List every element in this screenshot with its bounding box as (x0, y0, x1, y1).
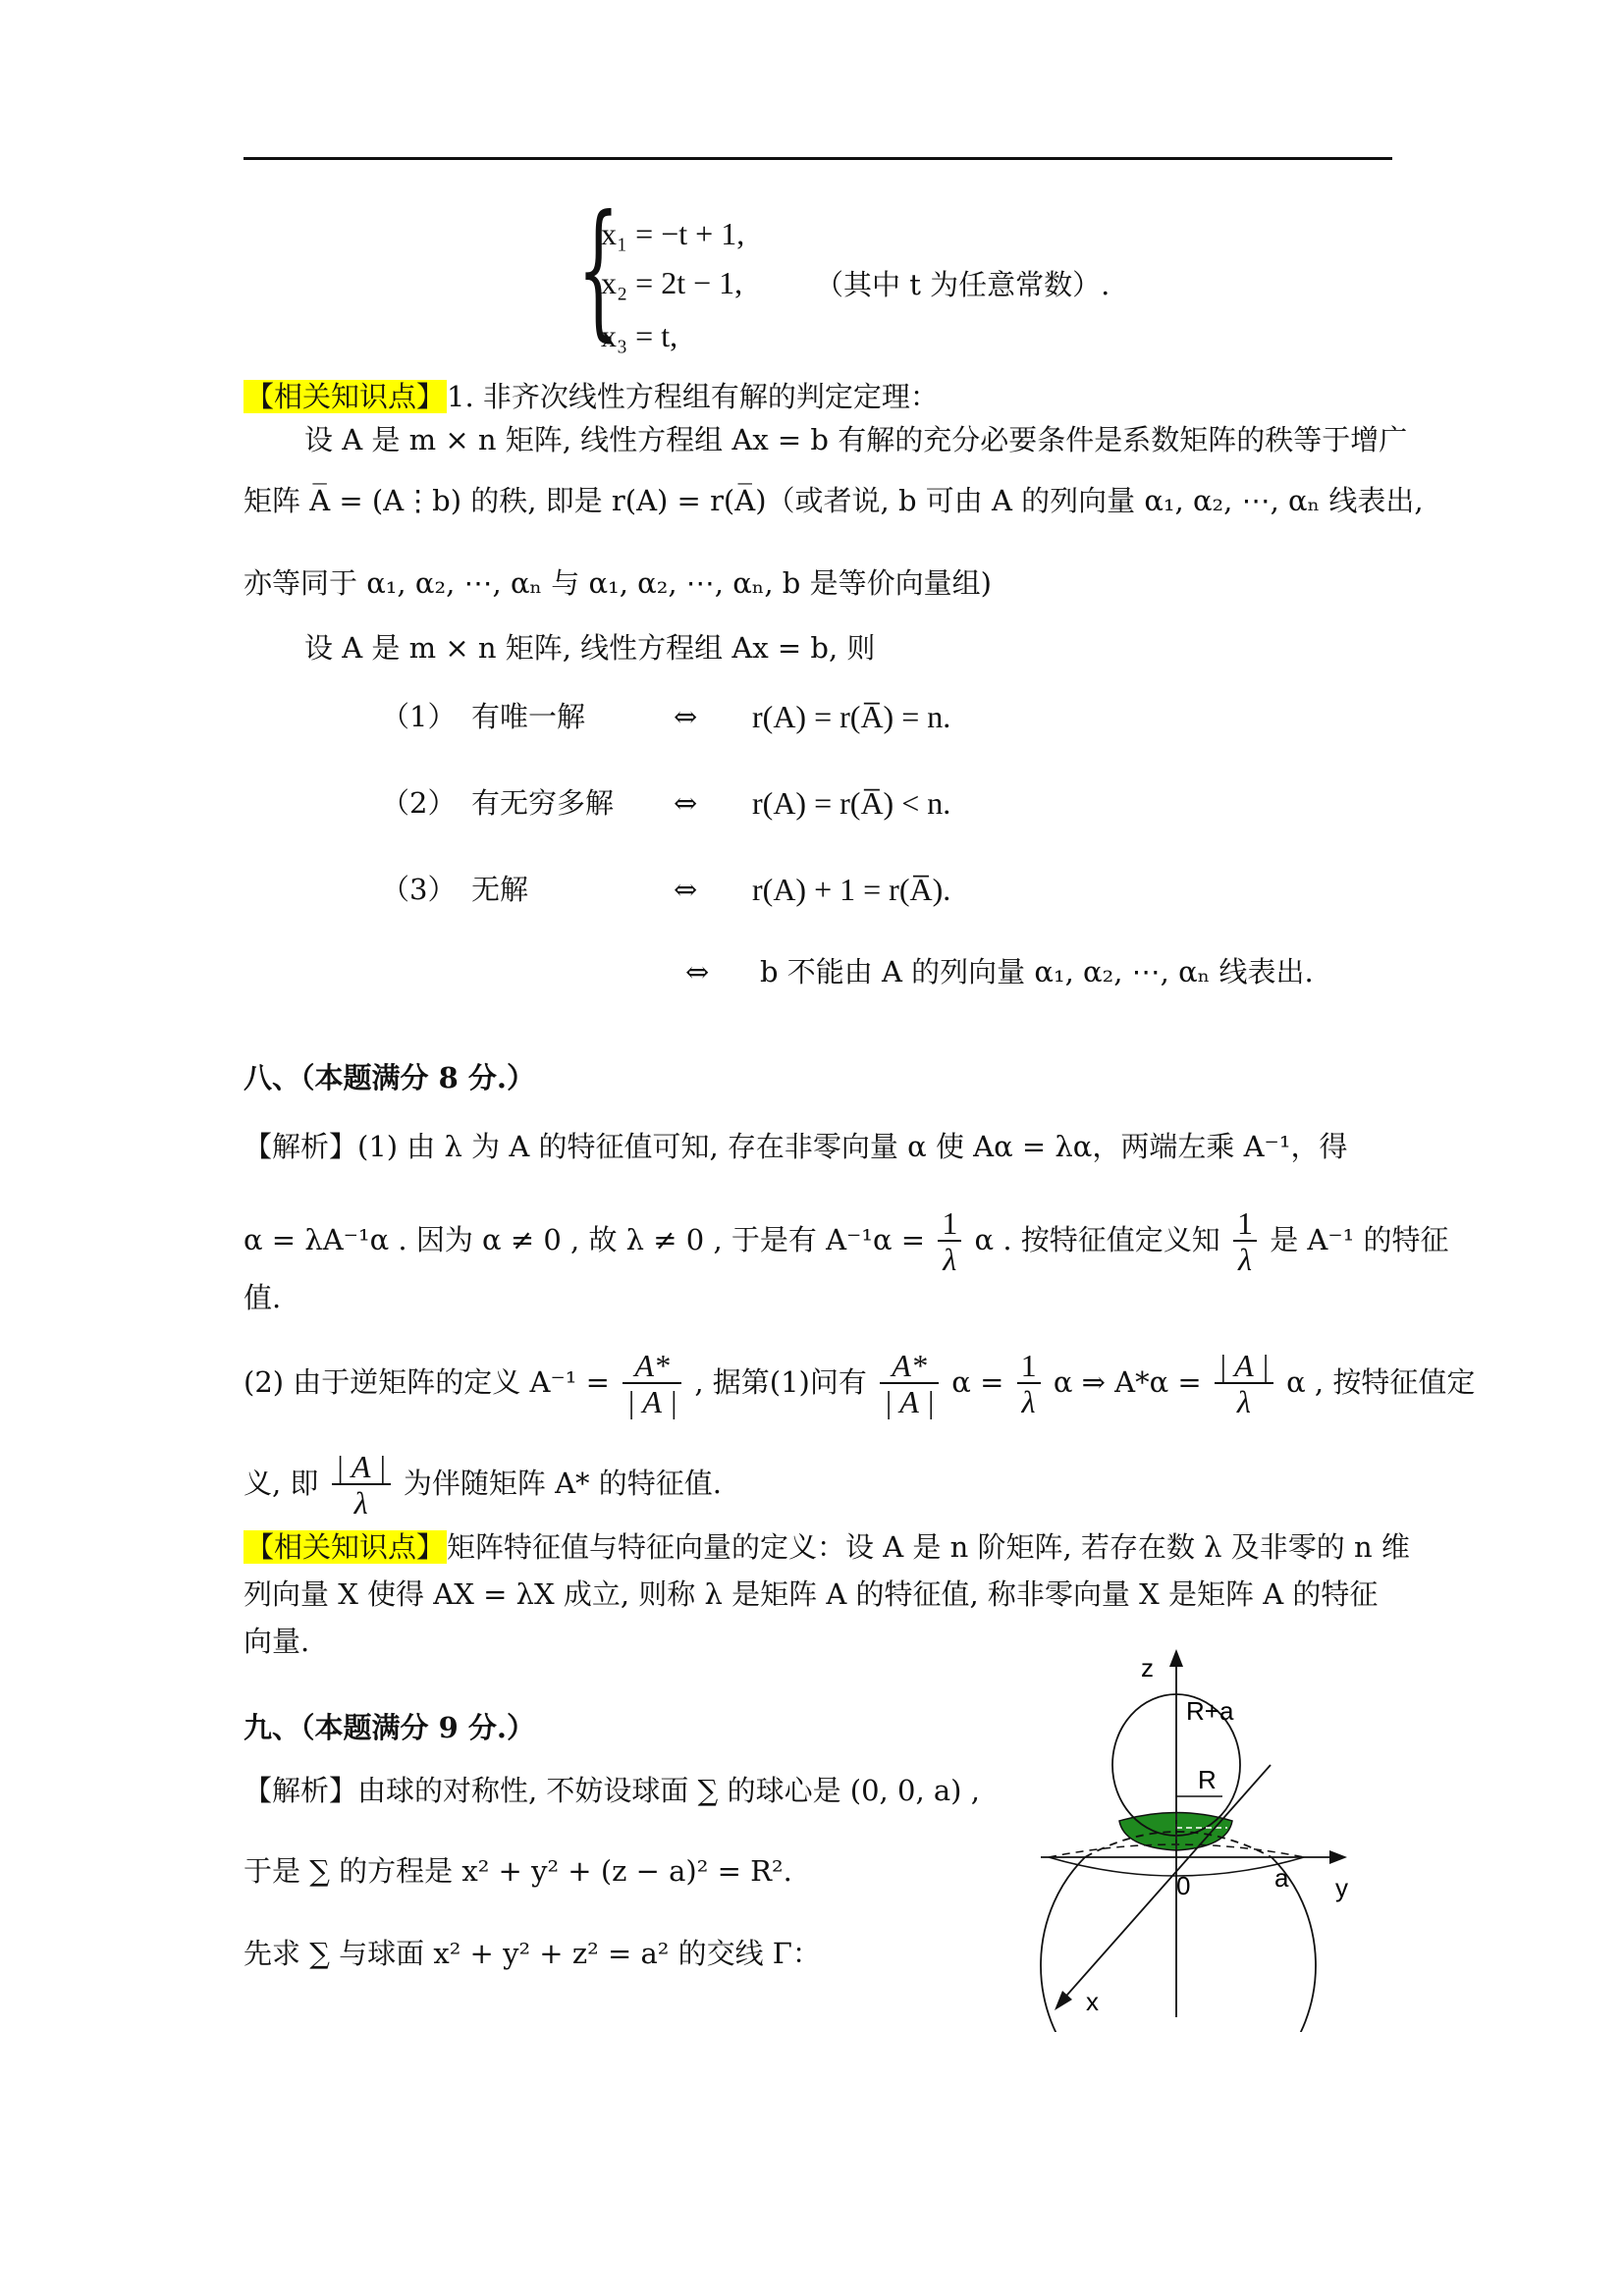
fraction-numerator: 1 (938, 1206, 961, 1242)
x-axis-arrow-icon (1055, 1991, 1072, 2010)
section8-para3: 值. (244, 1281, 282, 1314)
fraction-one-over-lambda-3 (1017, 1349, 1041, 1419)
section8-para5 (244, 1449, 722, 1521)
section8-para4-e: α , 按特征值定 (1286, 1365, 1476, 1399)
header-rule (244, 157, 1392, 160)
section9-para2: 于是 ∑ 的方程是 x² + y² + (z − a)² = R². (244, 1854, 792, 1888)
knowledge1-line1: 设 A 是 m × n 矩阵, 线性方程组 Ax = b 有解的充分必要条件是系数矩阵的秩等于增广 (304, 423, 1408, 456)
section8-knowledge-line1 (244, 1527, 1410, 1567)
fraction-denominator: λ (1238, 1242, 1252, 1277)
section8-para5-a: 义, 即 (244, 1467, 319, 1500)
label-origin: 0 (1176, 1871, 1191, 1900)
section8-para2 (244, 1205, 1449, 1277)
label-top: R+a (1186, 1696, 1234, 1726)
fraction-astar-over-absA-2 (880, 1349, 939, 1419)
fraction-one-over-lambda-2 (1233, 1206, 1257, 1277)
label-x: x (1086, 1987, 1099, 2016)
case-2-number: （2） (381, 786, 457, 820)
fraction-numerator: 1 (1017, 1349, 1041, 1384)
system-eq2: x₂ = 2t − 1, (601, 265, 743, 300)
section8-para4-b: , 据第(1)问有 (694, 1365, 867, 1399)
fraction-denominator: | A | (626, 1384, 678, 1419)
section8-para4 (244, 1343, 1475, 1421)
fraction-denominator: λ (1021, 1384, 1036, 1419)
section8-para4-d: α ⇒ A*α = (1053, 1365, 1202, 1399)
case-3-number: （3） (381, 873, 457, 906)
y-axis-arrow-icon (1329, 1850, 1347, 1864)
section9-heading: 九、（本题满分 9 分.） (244, 1711, 535, 1744)
fraction-denominator: λ (1236, 1384, 1251, 1419)
fraction-numerator: | A | (1215, 1349, 1273, 1384)
label-r: R (1198, 1765, 1217, 1794)
knowledge1-line2: 矩阵 A̅ = (A⋮b) 的秩, 即是 r(A) = r(A̅)（或者说, b 可由 A 的列向量 α₁, α₂, ⋯, αₙ 线表出, (244, 484, 1424, 517)
section8-para1: 【解析】(1) 由 λ 为 A 的特征值可知, 存在非零向量 α 使 Aα = λα，两端左乘 A⁻¹，得 (244, 1130, 1348, 1163)
case-2-label: 有无穷多解 (471, 786, 615, 820)
fraction-denominator: λ (353, 1485, 368, 1521)
fraction-astar-over-absA (623, 1349, 681, 1419)
knowledge-tag: 【相关知识点】 (245, 380, 446, 413)
label-y: y (1335, 1873, 1348, 1902)
case-1-arrow: ⇔ (674, 700, 698, 733)
fraction-absA-over-lambda-2 (332, 1450, 391, 1521)
knowledge1-title-line (244, 377, 939, 416)
system-note: （其中 t 为任意常数）. (815, 268, 1110, 301)
knowledge1-line3: 亦等同于 α₁, α₂, ⋯, αₙ 与 α₁, α₂, ⋯, αₙ, b 是等价向量组) (244, 566, 992, 600)
knowledge1-line4: 设 A 是 m × n 矩阵, 线性方程组 Ax = b, 则 (304, 631, 876, 665)
case-3-arrow: ⇔ (674, 873, 698, 906)
fraction-numerator: | A | (332, 1450, 391, 1485)
case-2-condition: r(A) = r(A̅) < n. (752, 785, 951, 821)
section8-para4-c: α = (951, 1365, 1004, 1399)
case-2-arrow: ⇔ (674, 786, 698, 820)
section8-knowledge-line2: 列向量 X 使得 AX = λX 成立, 则称 λ 是矩阵 A 的特征值, 称非零向量 X 是矩阵 A 的特征 (244, 1577, 1379, 1611)
section8-para5-b: 为伴随矩阵 A* 的特征值. (403, 1467, 722, 1500)
label-z: z (1141, 1653, 1154, 1682)
section8-para2-a: α = λA⁻¹α . 因为 α ≠ 0 , 故 λ ≠ 0 , 于是有 A⁻¹α = (244, 1223, 926, 1256)
extra-arrow: ⇔ (685, 955, 710, 988)
fraction-numerator: 1 (1233, 1206, 1257, 1242)
label-a: a (1274, 1863, 1289, 1893)
system-eq3: x₃ = t, (601, 318, 678, 353)
x-axis (1060, 1765, 1271, 2002)
section8-para2-c: 是 A⁻¹ 的特征 (1270, 1223, 1449, 1256)
system-eq1: x₁ = −t + 1, (601, 216, 745, 251)
section9-para3: 先求 ∑ 与球面 x² + y² + z² = a² 的交线 Γ： (244, 1937, 821, 1970)
fraction-denominator: λ (943, 1242, 957, 1277)
sphere-figure (1031, 1639, 1404, 2032)
section8-knowledge-line3: 向量. (244, 1625, 310, 1658)
fraction-one-over-lambda (938, 1206, 961, 1277)
case-1-condition: r(A) = r(A̅) = n. (752, 699, 951, 734)
section8-knowledge-text1: 矩阵特征值与特征向量的定义：设 A 是 n 阶矩阵, 若存在数 λ 及非零的 n 维 (447, 1530, 1410, 1564)
case-1-label: 有唯一解 (471, 700, 586, 733)
extra-condition: b 不能由 A 的列向量 α₁, α₂, ⋯, αₙ 线表出. (760, 955, 1314, 988)
knowledge-tag: 【相关知识点】 (245, 1530, 446, 1564)
case-3-label: 无解 (471, 873, 529, 906)
fraction-denominator: | A | (884, 1384, 936, 1419)
z-axis-arrow-icon (1169, 1649, 1183, 1667)
section8-para2-b: α . 按特征值定义知 (974, 1223, 1220, 1256)
case-1-number: （1） (381, 700, 457, 733)
section8-heading: 八、（本题满分 8 分.） (244, 1061, 535, 1095)
fraction-numerator: A* (623, 1349, 681, 1384)
fraction-numerator: A* (880, 1349, 939, 1384)
system-brace: { (577, 185, 620, 355)
fraction-absA-over-lambda (1215, 1349, 1273, 1419)
section8-para4-a: (2) 由于逆矩阵的定义 A⁻¹ = (244, 1365, 610, 1399)
section9-para1: 【解析】由球的对称性, 不妨设球面 ∑ 的球心是 (0, 0, a) , (244, 1774, 980, 1807)
knowledge1-title: 1. 非齐次线性方程组有解的判定定理： (447, 380, 939, 413)
case-3-condition: r(A) + 1 = r(A̅). (752, 872, 951, 907)
